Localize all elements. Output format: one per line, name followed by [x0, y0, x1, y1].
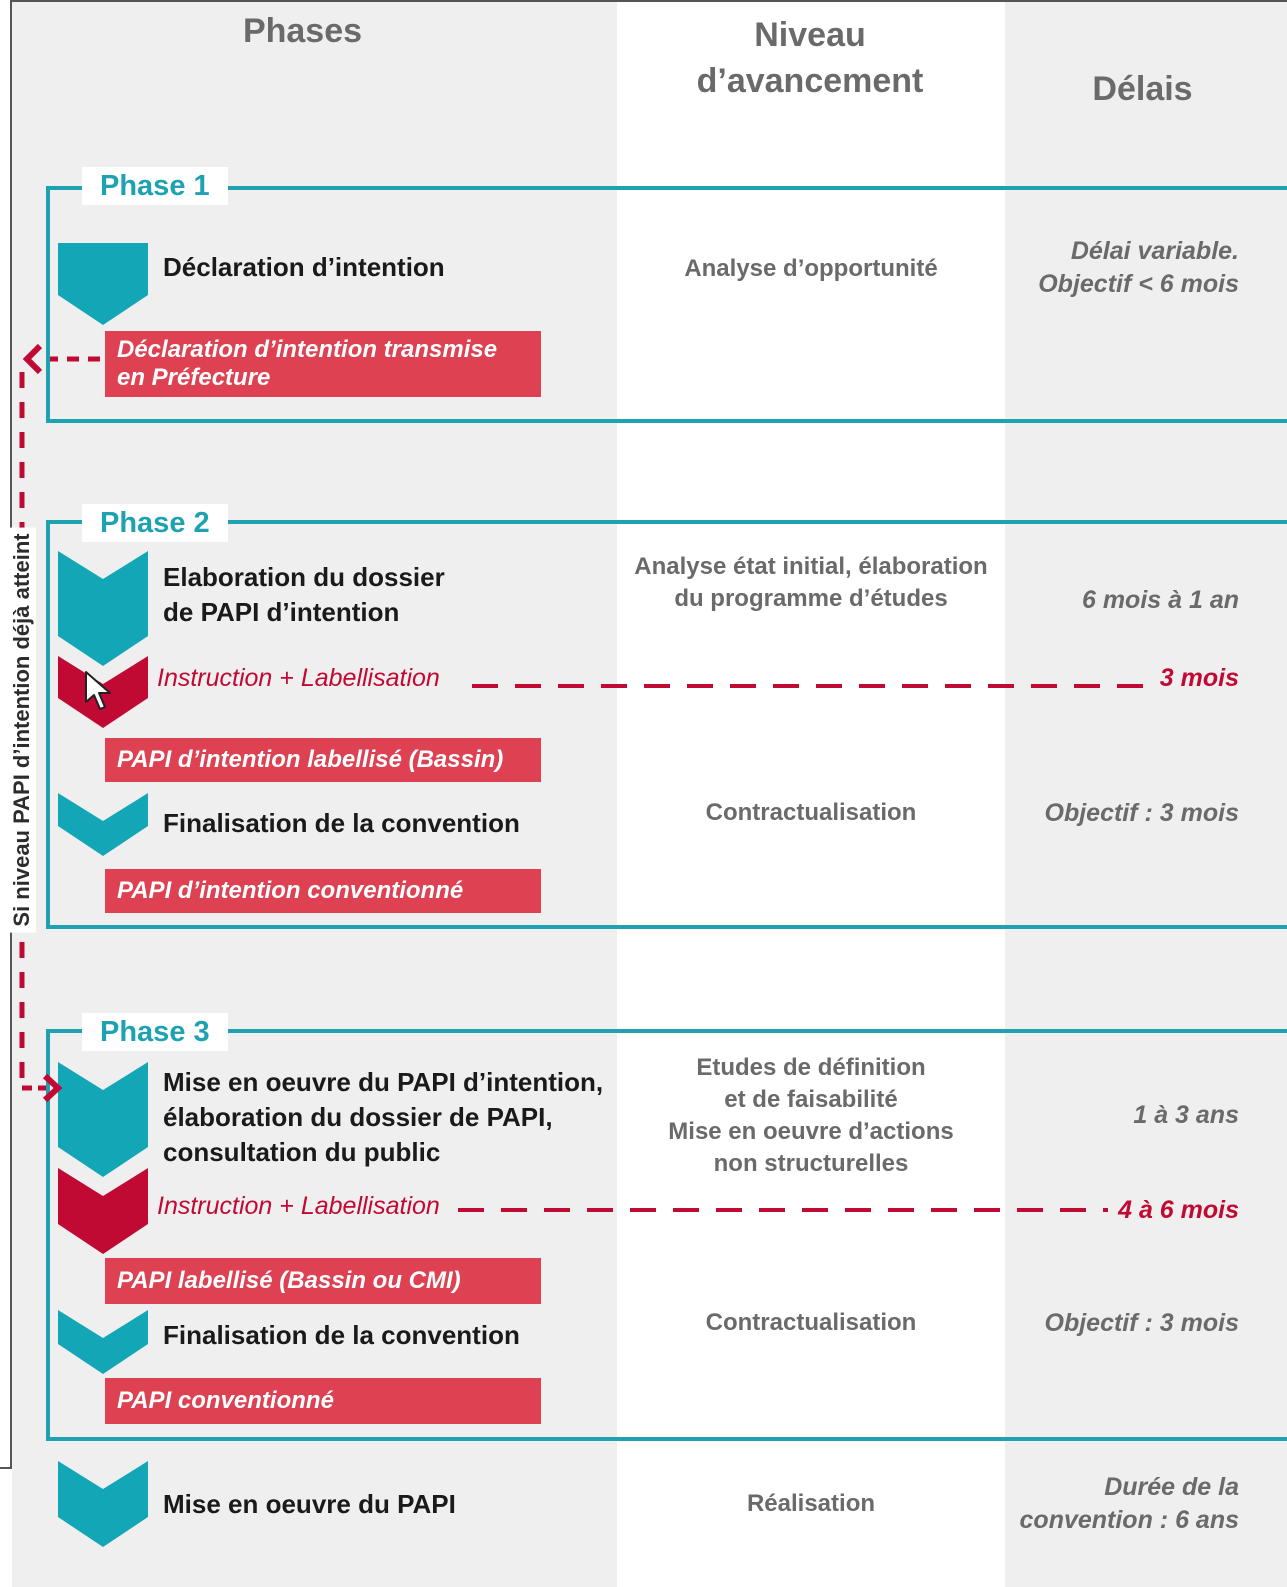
phase-3-niveau-line4: non structurelles [713, 1150, 909, 1177]
phase-2-step2: Finalisation de la convention [163, 808, 520, 838]
header-niveau-line1: Niveau [754, 16, 866, 54]
phase-3-result-box: PAPI conventionné [105, 1378, 541, 1424]
phase-1-result-line1: Déclaration d’intention transmise [117, 336, 498, 363]
phase-2-niveau2: Contractualisation [705, 799, 917, 826]
final-delai-line2: convention : 6 ans [1019, 1506, 1239, 1534]
phase-2-step-line2: de PAPI d’intention [163, 597, 400, 627]
phase-2-labelled-box: PAPI d’intention labellisé (Bassin) [105, 738, 541, 782]
side-label-text: Si niveau PAPI d’intention déjà atteint [8, 527, 36, 932]
phase-2-instruction-delai: 3 mois [1159, 664, 1239, 692]
header-niveau-line2: d’avancement [696, 62, 924, 100]
header-phases: Phases [242, 12, 363, 50]
phase-3-instruction: Instruction + Labellisation [157, 1192, 440, 1220]
phase-2-label: Phase 2 [82, 504, 228, 542]
phase-3-labelled-box: PAPI labellisé (Bassin ou CMI) [105, 1258, 541, 1304]
phase-3-niveau-line2: et de faisabilité [724, 1086, 898, 1113]
phase-3-step-line3: consultation du public [163, 1137, 441, 1167]
final-niveau: Réalisation [746, 1490, 876, 1517]
phase-3-delai2: Objectif : 3 mois [1044, 1309, 1239, 1337]
phase-1-delai-line1: Délai variable. [1070, 237, 1239, 265]
phase-3-niveau-line1: Etudes de définition [696, 1054, 926, 1081]
phase-3-label: Phase 3 [82, 1013, 228, 1051]
phase-2-instruction: Instruction + Labellisation [157, 664, 440, 692]
phase-1-result-line2: en Préfecture [117, 364, 271, 391]
phase-3-niveau-line3: Mise en oeuvre d’actions [668, 1118, 954, 1145]
phase-3-step2: Finalisation de la convention [163, 1320, 520, 1350]
phase-2-step-line1: Elaboration du dossier [163, 562, 445, 592]
phase-1-delai-line2: Objectif < 6 mois [1038, 270, 1239, 298]
phase-1-niveau: Analyse d’opportunité [684, 255, 938, 282]
phase-3-step-line1: Mise en oeuvre du PAPI d’intention, [163, 1067, 604, 1097]
skip-arrow-right-icon [45, 1076, 58, 1100]
phase-2-delai: 6 mois à 1 an [1081, 586, 1239, 614]
final-step: Mise en oeuvre du PAPI [163, 1489, 456, 1519]
phase-3-instruction-delai: 4 à 6 mois [1118, 1196, 1239, 1224]
mouse-cursor-icon [84, 670, 114, 712]
phase-1-step: Déclaration d’intention [163, 252, 445, 282]
header-delais: Délais [1092, 70, 1193, 108]
final-delai-line1: Durée de la [1104, 1473, 1239, 1501]
skip-arrow-left-icon [27, 346, 40, 372]
phase-3-step-line2: élaboration du dossier de PAPI, [163, 1102, 553, 1132]
phase-3-niveau2: Contractualisation [705, 1309, 917, 1336]
phase-2-niveau-line1: Analyse état initial, élaboration [634, 553, 988, 580]
phase-3-delai: 1 à 3 ans [1133, 1101, 1239, 1129]
phase-2-delai2: Objectif : 3 mois [1044, 799, 1239, 827]
phase-2-niveau-line2: du programme d’études [674, 585, 948, 612]
phase-2-result-box: PAPI d’intention conventionné [105, 869, 541, 913]
phase-1-label: Phase 1 [82, 167, 228, 205]
